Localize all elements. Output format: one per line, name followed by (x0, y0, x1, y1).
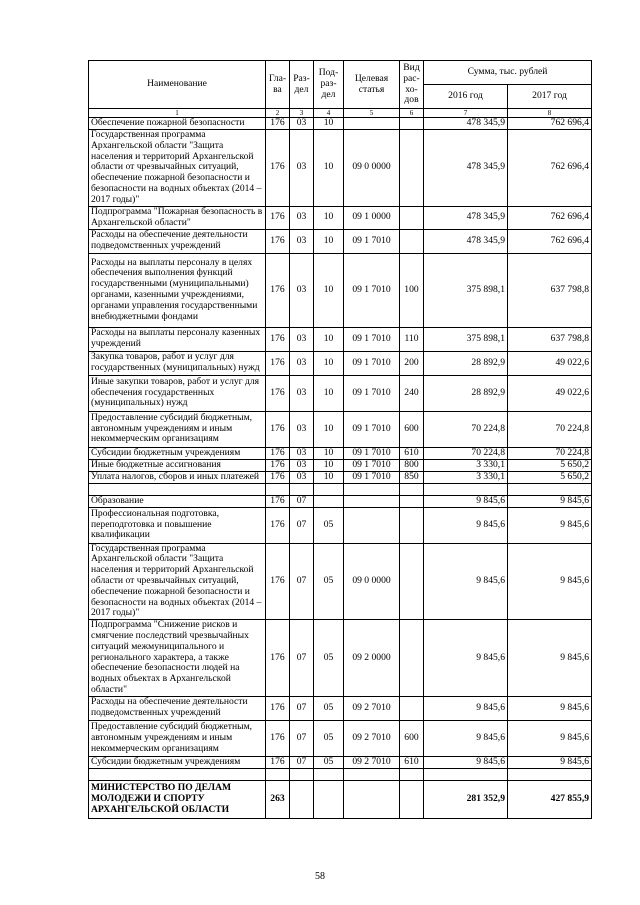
row-glava: 176 (266, 351, 290, 375)
row-target: 09 2 7010 (344, 696, 400, 720)
row-target: 09 1 7010 (344, 327, 400, 351)
row-sum-2016 (424, 483, 508, 495)
row-name: Субсидии бюджетным учреждениям (89, 756, 266, 768)
row-sum-2016: 478 345,9 (424, 130, 508, 207)
row-glava: 176 (266, 229, 290, 253)
row-podrazdel (314, 768, 344, 780)
row-target: 09 1 7010 (344, 411, 400, 447)
row-sum-2017: 49 022,6 (508, 351, 592, 375)
row-glava: 176 (266, 327, 290, 351)
table-row (89, 495, 592, 507)
row-podrazdel: 10 (314, 459, 344, 471)
table-row (89, 696, 592, 720)
row-target: 09 1 7010 (344, 253, 400, 327)
row-sum-2016: 70 224,8 (424, 411, 508, 447)
row-target: 09 2 7010 (344, 720, 400, 756)
row-glava: 176 (266, 507, 290, 543)
row-name: Обеспечение пожарной безопасности (89, 118, 266, 130)
row-vid: 110 (400, 327, 424, 351)
row-sum-2016 (424, 768, 508, 780)
row-razdel: 07 (290, 507, 314, 543)
row-glava: 176 (266, 130, 290, 207)
row-target: 09 1 7010 (344, 229, 400, 253)
row-vid: 600 (400, 411, 424, 447)
row-podrazdel (314, 495, 344, 507)
row-target: 09 1 7010 (344, 447, 400, 459)
row-razdel: 03 (290, 471, 314, 483)
row-sum-2017: 70 224,8 (508, 411, 592, 447)
row-vid (400, 768, 424, 780)
row-glava (266, 768, 290, 780)
row-podrazdel: 10 (314, 229, 344, 253)
row-target: 09 1 0000 (344, 206, 400, 229)
row-razdel: 03 (290, 327, 314, 351)
row-target (344, 483, 400, 495)
header-2017: 2017 год (508, 85, 592, 109)
row-name (89, 768, 266, 780)
row-razdel: 03 (290, 229, 314, 253)
row-sum-2017: 9 845,6 (508, 543, 592, 620)
row-sum-2016: 281 352,9 (424, 780, 508, 818)
row-podrazdel: 10 (314, 327, 344, 351)
row-podrazdel: 10 (314, 411, 344, 447)
row-name: Расходы на выплаты персоналу в целях обеспечения выполнения функций государственными (муниципальными) органами, казенными учреждениями, органами управления государственными внебюджетными фондами (89, 253, 266, 327)
row-sum-2016: 9 845,6 (424, 543, 508, 620)
row-sum-2016: 9 845,6 (424, 620, 508, 697)
row-sum-2016: 478 345,9 (424, 118, 508, 130)
row-vid: 610 (400, 756, 424, 768)
row-razdel: 03 (290, 130, 314, 207)
row-podrazdel: 10 (314, 118, 344, 130)
row-name: Иные закупки товаров, работ и услуг для обеспечения государственных (муниципальных) нужд (89, 375, 266, 411)
row-target (344, 780, 400, 818)
row-razdel: 03 (290, 253, 314, 327)
row-vid (400, 620, 424, 697)
row-glava: 176 (266, 411, 290, 447)
row-glava: 263 (266, 780, 290, 818)
row-glava: 176 (266, 206, 290, 229)
row-sum-2017: 49 022,6 (508, 375, 592, 411)
budget-table (88, 60, 592, 819)
row-razdel: 03 (290, 411, 314, 447)
row-sum-2017: 9 845,6 (508, 756, 592, 768)
row-glava: 176 (266, 620, 290, 697)
header-sum: Сумма, тыс. рублей (424, 61, 592, 85)
table-row (89, 447, 592, 459)
row-name: Предоставление субсидий бюджетным, автономным учреждениям и иным некоммерческим организациям (89, 411, 266, 447)
row-razdel: 03 (290, 447, 314, 459)
row-name: Подпрограмма "Снижение рисков и смягчение последствий чрезвычайных ситуаций межмуниципального и регионального характера, а также обеспечение безопасности людей на водных объектах в Архангельской области" (89, 620, 266, 697)
row-sum-2016: 9 845,6 (424, 495, 508, 507)
header-name: Наименование (89, 61, 266, 109)
table-row (89, 471, 592, 483)
row-podrazdel: 10 (314, 471, 344, 483)
row-podrazdel (314, 780, 344, 818)
table-row (89, 411, 592, 447)
table-row (89, 543, 592, 620)
row-name: Закупка товаров, работ и услуг для государственных (муниципальных) нужд (89, 351, 266, 375)
row-vid: 200 (400, 351, 424, 375)
row-sum-2017: 9 845,6 (508, 696, 592, 720)
row-sum-2016: 28 892,9 (424, 375, 508, 411)
row-name: Подпрограмма "Пожарная безопасность в Архангельской области" (89, 206, 266, 229)
row-podrazdel: 10 (314, 130, 344, 207)
row-target (344, 507, 400, 543)
row-vid: 240 (400, 375, 424, 411)
table-row (89, 720, 592, 756)
row-target (344, 118, 400, 130)
col-number: 3 (290, 109, 314, 118)
row-razdel: 07 (290, 543, 314, 620)
row-name: Государственная программа Архангельской области "Защита населения и территорий Архангельской области от чрезвычайных ситуаций, обеспечение пожарной безопасности и безопасности на водных объектах (2014 – 2017 годы)" (89, 543, 266, 620)
row-sum-2017: 762 696,4 (508, 118, 592, 130)
row-vid (400, 507, 424, 543)
row-sum-2016: 375 898,1 (424, 327, 508, 351)
row-target: 09 1 7010 (344, 375, 400, 411)
table-row (89, 459, 592, 471)
row-podrazdel: 05 (314, 620, 344, 697)
row-sum-2017 (508, 483, 592, 495)
row-vid (400, 229, 424, 253)
row-vid (400, 780, 424, 818)
row-razdel: 07 (290, 495, 314, 507)
row-sum-2017: 427 855,9 (508, 780, 592, 818)
row-name (89, 483, 266, 495)
col-number: 7 (424, 109, 508, 118)
row-glava: 176 (266, 375, 290, 411)
row-glava: 176 (266, 459, 290, 471)
row-target: 09 1 7010 (344, 351, 400, 375)
row-sum-2016: 9 845,6 (424, 696, 508, 720)
row-target (344, 768, 400, 780)
table-row (89, 206, 592, 229)
row-razdel (290, 780, 314, 818)
row-sum-2016: 3 330,1 (424, 471, 508, 483)
col-number: 4 (314, 109, 344, 118)
row-podrazdel: 05 (314, 696, 344, 720)
row-name: Расходы на выплаты персоналу казенных учреждений (89, 327, 266, 351)
row-sum-2017: 9 845,6 (508, 495, 592, 507)
row-target: 09 1 7010 (344, 459, 400, 471)
row-razdel: 03 (290, 375, 314, 411)
row-podrazdel: 10 (314, 375, 344, 411)
row-vid (400, 118, 424, 130)
table-row (89, 118, 592, 130)
row-podrazdel: 10 (314, 253, 344, 327)
row-sum-2017: 762 696,4 (508, 130, 592, 207)
row-name: Профессиональная подготовка, переподготовка и повышение квалификации (89, 507, 266, 543)
row-glava (266, 483, 290, 495)
row-sum-2017: 762 696,4 (508, 229, 592, 253)
row-name: Расходы на обеспечение деятельности подведомственных учреждений (89, 229, 266, 253)
row-sum-2017: 637 798,8 (508, 327, 592, 351)
table-row (89, 327, 592, 351)
row-sum-2017: 5 650,2 (508, 471, 592, 483)
row-podrazdel: 10 (314, 351, 344, 375)
row-glava: 176 (266, 118, 290, 130)
row-vid: 610 (400, 447, 424, 459)
row-razdel: 07 (290, 620, 314, 697)
table-row (89, 507, 592, 543)
row-sum-2016: 478 345,9 (424, 229, 508, 253)
row-vid: 100 (400, 253, 424, 327)
row-name: Субсидии бюджетным учреждениям (89, 447, 266, 459)
row-sum-2017 (508, 768, 592, 780)
row-podrazdel: 05 (314, 543, 344, 620)
col-number: 8 (508, 109, 592, 118)
row-razdel (290, 768, 314, 780)
header-target: Целевая статья (344, 61, 400, 109)
row-glava: 176 (266, 471, 290, 483)
table-row (89, 780, 592, 818)
row-razdel: 07 (290, 756, 314, 768)
header-2016: 2016 год (424, 85, 508, 109)
row-name: Расходы на обеспечение деятельности подведомственных учреждений (89, 696, 266, 720)
row-podrazdel: 10 (314, 206, 344, 229)
row-podrazdel: 05 (314, 720, 344, 756)
table-row (89, 130, 592, 207)
row-vid: 800 (400, 459, 424, 471)
row-razdel: 03 (290, 118, 314, 130)
row-glava: 176 (266, 253, 290, 327)
row-sum-2016: 28 892,9 (424, 351, 508, 375)
row-target: 09 0 0000 (344, 543, 400, 620)
row-razdel: 07 (290, 696, 314, 720)
row-vid (400, 543, 424, 620)
row-vid (400, 696, 424, 720)
row-sum-2016: 70 224,8 (424, 447, 508, 459)
row-vid (400, 130, 424, 207)
row-name: МИНИСТЕРСТВО ПО ДЕЛАМ МОЛОДЕЖИ И СПОРТУ АРХАНГЕЛЬСКОЙ ОБЛАСТИ (89, 780, 266, 818)
row-sum-2017: 9 845,6 (508, 620, 592, 697)
row-glava: 176 (266, 543, 290, 620)
table-row (89, 768, 592, 780)
table-row (89, 351, 592, 375)
row-target: 09 1 7010 (344, 471, 400, 483)
row-vid: 600 (400, 720, 424, 756)
row-vid: 850 (400, 471, 424, 483)
row-vid (400, 483, 424, 495)
row-sum-2017: 9 845,6 (508, 507, 592, 543)
table-row (89, 229, 592, 253)
header-podrazdel: Под- раз- дел (314, 61, 344, 109)
table-row (89, 253, 592, 327)
row-glava: 176 (266, 495, 290, 507)
row-target (344, 495, 400, 507)
table-body (89, 118, 592, 819)
row-razdel: 07 (290, 720, 314, 756)
row-sum-2016: 9 845,6 (424, 507, 508, 543)
row-sum-2016: 478 345,9 (424, 206, 508, 229)
header-glava: Гла- ва (266, 61, 290, 109)
row-razdel (290, 483, 314, 495)
row-razdel: 03 (290, 351, 314, 375)
col-number: 5 (344, 109, 400, 118)
row-sum-2016: 375 898,1 (424, 253, 508, 327)
row-vid (400, 495, 424, 507)
row-sum-2017: 70 224,8 (508, 447, 592, 459)
row-razdel: 03 (290, 459, 314, 471)
row-name: Уплата налогов, сборов и иных платежей (89, 471, 266, 483)
header-vid: Вид рас- хо- дов (400, 61, 424, 109)
row-name: Государственная программа Архангельской области "Защита населения и территорий Архангельской области от чрезвычайных ситуаций, обеспечение пожарной безопасности и безопасности на водных объектах (2014 – 2017 годы)" (89, 130, 266, 207)
row-glava: 176 (266, 756, 290, 768)
table-row (89, 756, 592, 768)
col-number: 6 (400, 109, 424, 118)
row-name: Предоставление субсидий бюджетным, автономным учреждениям и иным некоммерческим организациям (89, 720, 266, 756)
row-podrazdel (314, 483, 344, 495)
row-name: Образование (89, 495, 266, 507)
row-sum-2017: 637 798,8 (508, 253, 592, 327)
row-sum-2016: 9 845,6 (424, 720, 508, 756)
row-sum-2017: 9 845,6 (508, 720, 592, 756)
row-name: Иные бюджетные ассигнования (89, 459, 266, 471)
row-podrazdel: 05 (314, 756, 344, 768)
table-row (89, 483, 592, 495)
row-vid (400, 206, 424, 229)
row-target: 09 2 7010 (344, 756, 400, 768)
col-number: 1 (89, 109, 266, 118)
row-razdel: 03 (290, 206, 314, 229)
page-number: 58 (315, 871, 325, 882)
header-razdel: Раз- дел (290, 61, 314, 109)
row-podrazdel: 05 (314, 507, 344, 543)
row-sum-2016: 9 845,6 (424, 756, 508, 768)
col-number: 2 (266, 109, 290, 118)
row-sum-2017: 762 696,4 (508, 206, 592, 229)
row-podrazdel: 10 (314, 447, 344, 459)
row-sum-2017: 5 650,2 (508, 459, 592, 471)
row-target: 09 0 0000 (344, 130, 400, 207)
row-target: 09 2 0000 (344, 620, 400, 697)
row-glava: 176 (266, 720, 290, 756)
row-sum-2016: 3 330,1 (424, 459, 508, 471)
row-glava: 176 (266, 447, 290, 459)
table-row (89, 620, 592, 697)
row-glava: 176 (266, 696, 290, 720)
table-row (89, 375, 592, 411)
